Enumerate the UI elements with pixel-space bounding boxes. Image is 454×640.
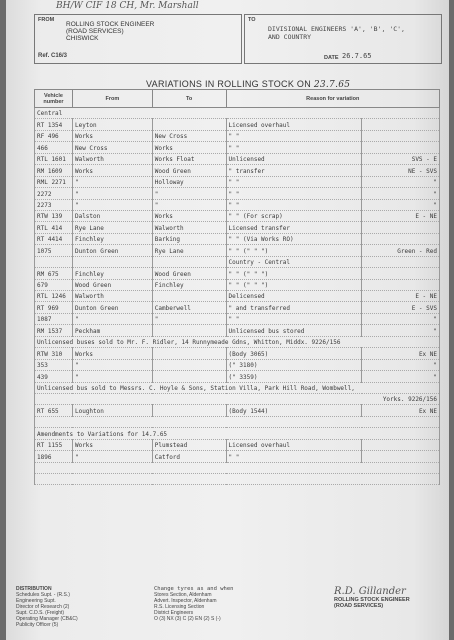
from-cell xyxy=(72,256,152,267)
from-cell: Loughton xyxy=(72,405,152,416)
from-line: ROLLING STOCK ENGINEER xyxy=(66,21,155,28)
to-cell xyxy=(152,325,226,336)
from-cell: " xyxy=(72,176,152,187)
vehicle-cell: RT 1155 xyxy=(35,439,73,450)
table-row xyxy=(35,462,440,473)
route-cell: SVS - E xyxy=(362,153,440,164)
route-cell: " xyxy=(362,359,440,370)
route-cell: " xyxy=(362,199,440,210)
vehicle-cell: RM 1537 xyxy=(35,325,73,336)
row-note: Amendments to Variations for 14.7.65 xyxy=(35,428,440,439)
distribution-item: R.S. Licensing Section xyxy=(154,604,205,610)
reason-cell: " " (" " ") xyxy=(226,245,362,256)
col-reason: Reason for variation xyxy=(226,90,439,108)
from-cell: Works xyxy=(72,439,152,450)
route-cell: E - NE xyxy=(362,210,440,221)
to-line: AND COUNTRY xyxy=(268,33,312,41)
vehicle-cell: 2272 xyxy=(35,188,73,199)
from-cell: " xyxy=(72,451,152,462)
reason-cell: " " xyxy=(226,142,362,153)
reason-cell: Unlicensed xyxy=(226,153,362,164)
vehicle-cell: RT 655 xyxy=(35,405,73,416)
table-row xyxy=(35,336,440,347)
distribution-item: Director of Research (2) xyxy=(16,604,70,610)
to-cell: Holloway xyxy=(152,176,226,187)
route-cell: " xyxy=(362,188,440,199)
route-cell: NE - SVS xyxy=(362,165,440,176)
to-cell xyxy=(152,359,226,370)
reason-cell: Unlicensed bus stored xyxy=(226,325,362,336)
reason-cell: (Body 1544) xyxy=(226,405,362,416)
reason-cell: " " xyxy=(226,188,362,199)
vehicle-cell: RM 675 xyxy=(35,268,73,279)
reason-cell: " and transferred xyxy=(226,302,362,313)
table-row xyxy=(35,416,440,427)
route-cell xyxy=(362,451,440,462)
from-cell: Dunton Green xyxy=(72,302,152,313)
reason-cell: Country - Central xyxy=(226,256,362,267)
from-cell: Works xyxy=(72,165,152,176)
table-row xyxy=(35,199,440,210)
to-cell: " xyxy=(152,199,226,210)
route-cell xyxy=(362,142,440,153)
route-cell: Ex NE xyxy=(362,348,440,359)
vehicle-cell: 1075 xyxy=(35,245,73,256)
to-cell xyxy=(152,291,226,302)
distribution-item: Schedules Supt. - (R.S.) xyxy=(16,592,70,598)
table-row xyxy=(35,268,440,279)
to-cell: Works xyxy=(152,142,226,153)
table-row xyxy=(35,348,440,359)
table-row xyxy=(35,359,440,370)
from-line: (ROAD SERVICES) xyxy=(66,28,124,35)
route-cell: " xyxy=(362,325,440,336)
vehicle-cell: 2273 xyxy=(35,199,73,210)
reason-cell: " " xyxy=(226,130,362,141)
document-sheet xyxy=(6,0,449,640)
vehicle-cell: 1087 xyxy=(35,313,73,324)
to-cell: Finchley xyxy=(152,279,226,290)
table-row xyxy=(35,108,440,119)
table-row xyxy=(35,393,440,404)
vehicle-cell: 439 xyxy=(35,371,73,382)
route-cell xyxy=(362,279,440,290)
from-cell: Finchley xyxy=(72,233,152,244)
from-cell: " xyxy=(72,199,152,210)
to-cell xyxy=(152,371,226,382)
vehicle-cell: RT 969 xyxy=(35,302,73,313)
from-cell: Walworth xyxy=(72,291,152,302)
title-date: 23.7.65 xyxy=(313,80,351,90)
table-row xyxy=(35,176,440,187)
table-row xyxy=(35,325,440,336)
from-cell: Dalston xyxy=(72,210,152,221)
table-row xyxy=(35,245,440,256)
from-cell: Dunton Green xyxy=(72,245,152,256)
table-row xyxy=(35,233,440,244)
table-row xyxy=(35,153,440,164)
district-codes: O (3) NX (3) C (2) EN (2) S (-) xyxy=(154,616,221,622)
reason-cell: Licensed overhaul xyxy=(226,439,362,450)
reason-cell: Licensed transfer xyxy=(226,222,362,233)
vehicle-cell: RTL 1601 xyxy=(35,153,73,164)
to-line: DIVISIONAL ENGINEERS 'A', 'B', 'C', xyxy=(268,25,405,33)
distribution-item: Operating Manager (CB&C) xyxy=(16,616,78,622)
row-note: Yorks. 9226/156 xyxy=(35,393,440,404)
vehicle-cell: RT 1354 xyxy=(35,119,73,130)
reason-cell: (Body 3065) xyxy=(226,348,362,359)
reason-cell: " " xyxy=(226,176,362,187)
table-row xyxy=(35,222,440,233)
table-row xyxy=(35,165,440,176)
vehicle-cell: RTL 1246 xyxy=(35,291,73,302)
table-row xyxy=(35,474,440,485)
route-cell: " xyxy=(362,371,440,382)
handwritten-note: BH/W CIF 18 CH, Mr. Marshall xyxy=(56,1,199,11)
reason-cell: " " (Via Works RO) xyxy=(226,233,362,244)
table-row xyxy=(35,142,440,153)
signature: R.D. Gillander xyxy=(334,586,406,597)
reason-cell: " " xyxy=(226,199,362,210)
vehicle-cell: RTW 139 xyxy=(35,210,73,221)
vehicle-cell: RTL 414 xyxy=(35,222,73,233)
vehicle-cell: RT 4414 xyxy=(35,233,73,244)
reason-cell: " transfer xyxy=(226,165,362,176)
vehicle-cell: RTW 310 xyxy=(35,348,73,359)
distribution-item: Advert. Inspector, Aldenham xyxy=(154,598,217,604)
signature-block xyxy=(334,586,410,609)
to-cell xyxy=(152,405,226,416)
date-label: DATE xyxy=(324,55,339,61)
from-address xyxy=(66,21,154,42)
table-row xyxy=(35,451,440,462)
reason-cell: (" 3359) xyxy=(226,371,362,382)
to-cell: Camberwell xyxy=(152,302,226,313)
from-cell: Walworth xyxy=(72,153,152,164)
distribution-list-2 xyxy=(154,586,233,622)
title-text: VARIATIONS IN ROLLING STOCK ON xyxy=(146,79,312,89)
row-note xyxy=(35,416,440,427)
reason-cell: " " xyxy=(226,451,362,462)
vehicle-cell: 679 xyxy=(35,279,73,290)
from-cell: Peckham xyxy=(72,325,152,336)
row-note: Central xyxy=(35,108,440,119)
table-row xyxy=(35,119,440,130)
to-cell: Works Float xyxy=(152,153,226,164)
route-cell xyxy=(362,130,440,141)
row-note xyxy=(35,474,440,485)
from-cell: Works xyxy=(72,130,152,141)
to-cell: " xyxy=(152,313,226,324)
ref-number: Ref. C16/3 xyxy=(38,53,68,59)
route-cell: Green - Red xyxy=(362,245,440,256)
from-label: FROM xyxy=(38,17,55,23)
to-cell: Walworth xyxy=(152,222,226,233)
route-cell: " xyxy=(362,176,440,187)
table-row xyxy=(35,313,440,324)
table-row xyxy=(35,428,440,439)
route-cell xyxy=(362,222,440,233)
from-cell: " xyxy=(72,371,152,382)
from-cell: " xyxy=(72,359,152,370)
to-cell: Wood Green xyxy=(152,165,226,176)
route-cell: " xyxy=(362,313,440,324)
distribution-item: Stores Section, Aldenham xyxy=(154,592,212,598)
table-row xyxy=(35,291,440,302)
to-cell: Rye Lane xyxy=(152,245,226,256)
date-value: 26.7.65 xyxy=(342,52,372,60)
route-cell xyxy=(362,256,440,267)
to-cell xyxy=(152,119,226,130)
from-cell: Works xyxy=(72,348,152,359)
route-cell: E - SVS xyxy=(362,302,440,313)
from-cell: Rye Lane xyxy=(72,222,152,233)
route-cell xyxy=(362,439,440,450)
distribution-label: DISTRIBUTION xyxy=(16,586,52,592)
table-row xyxy=(35,382,440,393)
vehicle-cell: 353 xyxy=(35,359,73,370)
row-note: Unlicensed buses sold to Mr. F. Ridler, 14 Runnymeade Gdns, Whitton, Middx. 9226/156 xyxy=(35,336,440,347)
to-cell: Barking xyxy=(152,233,226,244)
to-cell: Works xyxy=(152,210,226,221)
table-row xyxy=(35,302,440,313)
route-cell xyxy=(362,268,440,279)
to-address xyxy=(268,25,405,41)
signature-title: (ROAD SERVICES) xyxy=(334,603,384,609)
reason-cell: " " (" " ") xyxy=(226,268,362,279)
table-row xyxy=(35,210,440,221)
to-cell xyxy=(152,256,226,267)
to-cell xyxy=(152,348,226,359)
vehicle-cell: 1896 xyxy=(35,451,73,462)
to-cell: New Cross xyxy=(152,130,226,141)
col-vehicle: Vehicle number xyxy=(35,90,73,108)
reason-cell: (" 3180) xyxy=(226,359,362,370)
reason-cell: " " (" " ") xyxy=(226,279,362,290)
vehicle-cell: RM 1609 xyxy=(35,165,73,176)
table-row xyxy=(35,279,440,290)
route-cell xyxy=(362,233,440,244)
from-cell: Finchley xyxy=(72,268,152,279)
from-cell: " xyxy=(72,188,152,199)
distribution-list xyxy=(16,586,78,628)
to-cell: Plumstead xyxy=(152,439,226,450)
table-row xyxy=(35,439,440,450)
from-line: CHISWICK xyxy=(66,35,99,42)
distribution-item: Engineering Supt. xyxy=(16,598,56,604)
table-row xyxy=(35,188,440,199)
signature-title: ROLLING STOCK ENGINEER xyxy=(334,597,410,603)
reason-cell: " " xyxy=(226,313,362,324)
to-label: TO xyxy=(248,17,256,23)
distribution-item: Supt. C.D.S. (Freight) xyxy=(16,610,65,616)
route-cell: Ex NE xyxy=(362,405,440,416)
from-cell: Leyton xyxy=(72,119,152,130)
stamp-note: Change tyres as and when xyxy=(154,586,234,592)
from-cell: New Cross xyxy=(72,142,152,153)
to-cell: Wood Green xyxy=(152,268,226,279)
to-cell: Catford xyxy=(152,451,226,462)
distribution-item: Publicity Officer (5) xyxy=(16,622,59,628)
reason-cell: " " (For scrap) xyxy=(226,210,362,221)
row-note: Unlicensed bus sold to Messrs. C. Hoyle & Sons, Station Villa, Park Hill Road, Wombwell, xyxy=(35,382,440,393)
from-cell: Wood Green xyxy=(72,279,152,290)
table-row xyxy=(35,256,440,267)
route-cell xyxy=(362,119,440,130)
distribution-item: District Engineers xyxy=(154,610,194,616)
from-cell: " xyxy=(72,313,152,324)
route-cell: E - NE xyxy=(362,291,440,302)
variations-table xyxy=(34,89,440,485)
vehicle-cell xyxy=(35,256,73,267)
col-from: From xyxy=(72,90,152,108)
table-row xyxy=(35,130,440,141)
table-row xyxy=(35,405,440,416)
col-to: To xyxy=(152,90,226,108)
vehicle-cell: RML 2271 xyxy=(35,176,73,187)
reason-cell: Licensed overhaul xyxy=(226,119,362,130)
table-row xyxy=(35,371,440,382)
to-cell: " xyxy=(152,188,226,199)
reason-cell: Delicensed xyxy=(226,291,362,302)
vehicle-cell: 466 xyxy=(35,142,73,153)
row-note xyxy=(35,462,440,473)
vehicle-cell: RF 496 xyxy=(35,130,73,141)
